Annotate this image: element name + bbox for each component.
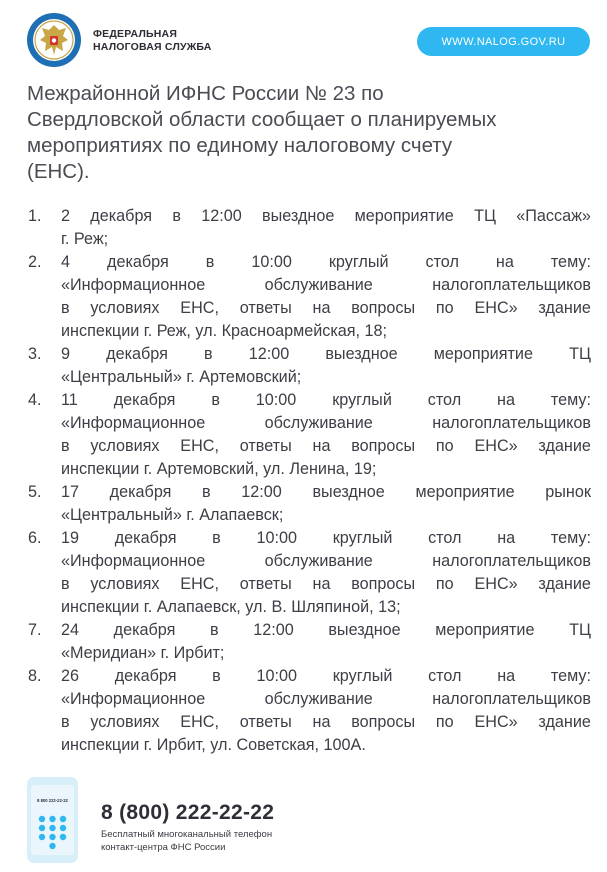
item-word: по [435, 437, 454, 455]
item-line [61, 274, 591, 297]
phone-keypad-icon [27, 777, 78, 863]
title-line: Межрайонной ИФНС России № 23 по [27, 82, 384, 105]
item-line [61, 297, 591, 320]
item-word: вопросы [351, 713, 416, 731]
item-line [61, 205, 591, 228]
item-word: круглый [332, 391, 392, 409]
item-word: ответы [239, 299, 292, 317]
item-line [61, 550, 591, 573]
item-word: мероприятие [433, 345, 533, 363]
item-word: ЕНС» [474, 299, 518, 317]
item-word: выездное [325, 345, 398, 363]
item-word: 2 [61, 207, 71, 225]
item-word: 12:00 [241, 483, 282, 501]
org-name-line2: НАЛОГОВАЯ СЛУЖБА [93, 41, 212, 53]
item-word: 10:00 [256, 529, 297, 547]
item-word: по [435, 575, 454, 593]
item-number: 3. [28, 345, 42, 363]
item-line: инспекции г. Ирбит, ул. Советская, 100А. [61, 736, 366, 754]
item-word: обслуживание [264, 276, 373, 294]
item-word: декабря [113, 391, 176, 409]
item-word: ЕНС, [180, 713, 219, 731]
item-word: «Информационное [61, 690, 206, 708]
item-word: на [312, 713, 331, 731]
event-item [28, 619, 591, 665]
item-line [61, 251, 591, 274]
item-word: в [211, 391, 220, 409]
item-word: здание [538, 575, 591, 593]
item-word: 10:00 [256, 667, 297, 685]
item-line: инспекции г. Артемовский, ул. Ленина, 19; [61, 460, 377, 478]
item-word: круглый [332, 529, 393, 547]
item-word: в [61, 713, 70, 731]
item-line [61, 481, 591, 504]
org-name-line1: ФЕДЕРАЛЬНАЯ [93, 28, 178, 40]
item-word: условиях [90, 299, 160, 317]
item-word: стол [428, 667, 462, 685]
item-word: 10:00 [255, 391, 297, 409]
title-line: (ЕНС). [27, 160, 90, 183]
title-line: Свердловской области сообщает о планируемых [27, 108, 497, 131]
event-item [28, 205, 591, 251]
item-word: ответы [239, 713, 292, 731]
item-word: мероприятие [354, 207, 454, 225]
item-line [61, 711, 591, 734]
item-word: ЕНС» [474, 437, 518, 455]
item-word: вопросы [351, 299, 416, 317]
item-line: г. Реж; [61, 230, 109, 248]
item-word: стол [425, 253, 459, 271]
item-word: в [61, 575, 70, 593]
item-line [61, 527, 591, 550]
item-line [61, 435, 591, 458]
item-word: на [497, 667, 516, 685]
hotline-caption [101, 829, 272, 854]
item-word: 12:00 [253, 621, 294, 639]
item-word: на [497, 391, 515, 409]
item-word: в [203, 345, 213, 363]
item-word: вопросы [351, 437, 416, 455]
item-word: ТЦ [569, 345, 591, 363]
item-word: выездное [262, 207, 335, 225]
item-word: на [497, 529, 516, 547]
website-link[interactable]: WWW.NALOG.GOV.RU [417, 27, 590, 56]
announcement-title [27, 81, 587, 185]
item-word: налогоплательщиков [432, 552, 591, 570]
org-name [93, 28, 212, 54]
item-word: здание [538, 713, 591, 731]
item-word: 17 [61, 483, 80, 501]
item-word: декабря [106, 345, 168, 363]
item-word: «Информационное [61, 276, 206, 294]
event-item [28, 665, 591, 757]
item-word: декабря [90, 207, 153, 225]
item-number: 8. [28, 667, 42, 685]
item-word: 12:00 [248, 345, 290, 363]
item-word: обслуживание [264, 690, 373, 708]
item-word: по [435, 299, 454, 317]
item-line [61, 389, 591, 412]
item-word: ТЦ [474, 207, 496, 225]
item-word: условиях [90, 713, 160, 731]
item-word: 24 [61, 621, 80, 639]
item-word: налогоплательщиков [432, 276, 591, 294]
item-word: 26 [61, 667, 80, 685]
item-word: ответы [239, 575, 292, 593]
item-word: выездное [328, 621, 401, 639]
item-word: в [212, 667, 221, 685]
header [0, 0, 607, 80]
item-word: ЕНС, [180, 299, 219, 317]
item-number: 5. [28, 483, 42, 501]
item-word: ЕНС, [180, 437, 219, 455]
event-item [28, 527, 591, 619]
item-word: круглый [328, 253, 389, 271]
item-word: здание [538, 437, 591, 455]
item-word: в [205, 253, 215, 271]
item-word: в [61, 437, 70, 455]
item-word: стол [428, 529, 462, 547]
event-item [28, 389, 591, 481]
item-word: на [312, 437, 331, 455]
item-line: «Центральный» г. Алапаевск; [61, 506, 284, 524]
item-word: 19 [61, 529, 80, 547]
item-word: тему: [550, 529, 591, 547]
item-word: 10:00 [251, 253, 292, 271]
item-word: в [212, 529, 221, 547]
item-word: в [209, 621, 219, 639]
event-item [28, 251, 591, 343]
item-word: на [312, 299, 331, 317]
item-word: выездное [312, 483, 385, 501]
item-number: 4. [28, 391, 42, 409]
item-word: тему: [550, 667, 591, 685]
item-line: «Центральный» г. Артемовский; [61, 368, 302, 386]
hotline-number: 8 (800) 222-22-22 [101, 801, 275, 824]
item-line: «Меридиан» г. Ирбит; [61, 644, 225, 662]
item-word: тему: [550, 391, 591, 409]
item-line [61, 619, 591, 642]
item-word: «Пассаж» [516, 207, 591, 225]
item-word: ЕНС» [474, 575, 518, 593]
item-word: 12:00 [201, 207, 242, 225]
item-word: «Информационное [61, 414, 206, 432]
caption-line: контакт-центра ФНС России [101, 841, 226, 853]
item-word: декабря [114, 529, 177, 547]
item-word: «Информационное [61, 552, 206, 570]
item-word: декабря [113, 621, 176, 639]
item-word: по [435, 713, 454, 731]
event-item [28, 481, 591, 527]
item-word: условиях [90, 437, 160, 455]
item-line: инспекции г. Алапаевск, ул. В. Шляпиной, 13; [61, 598, 401, 616]
item-word: мероприятие [435, 621, 535, 639]
event-item [28, 343, 591, 389]
item-word: декабря [109, 483, 172, 501]
item-word: налогоплательщиков [432, 414, 591, 432]
item-word: на [312, 575, 331, 593]
item-word: декабря [107, 253, 169, 271]
item-word: декабря [114, 667, 177, 685]
item-word: рынок [545, 483, 591, 501]
item-line [61, 665, 591, 688]
item-word: обслуживание [264, 552, 373, 570]
item-word: ЕНС» [474, 713, 518, 731]
item-word: круглый [332, 667, 393, 685]
item-word: налогоплательщиков [432, 690, 591, 708]
item-word: 11 [61, 391, 78, 409]
item-word: вопросы [351, 575, 416, 593]
item-number: 7. [28, 621, 42, 639]
item-word: условиях [90, 575, 160, 593]
item-number: 2. [28, 253, 42, 271]
item-line [61, 688, 591, 711]
item-line: инспекции г. Реж, ул. Красноармейская, 18; [61, 322, 388, 340]
item-word: 9 [61, 345, 71, 363]
item-word: в [61, 299, 70, 317]
item-line [61, 343, 591, 366]
item-word: тему: [550, 253, 591, 271]
fns-emblem-icon [26, 12, 82, 68]
title-line: мероприятиях по единому налоговому счету [27, 134, 453, 157]
item-word: мероприятие [415, 483, 515, 501]
item-word: ТЦ [569, 621, 591, 639]
item-word: обслуживание [264, 414, 373, 432]
item-word: ответы [239, 437, 292, 455]
phone-screen-number: 8 800 222-22-22 [37, 798, 68, 803]
item-line [61, 412, 591, 435]
item-word: в [202, 483, 211, 501]
item-word: в [172, 207, 181, 225]
item-word: стол [427, 391, 462, 409]
item-line [61, 573, 591, 596]
item-word: здание [538, 299, 591, 317]
item-word: на [495, 253, 514, 271]
item-word: 4 [61, 253, 71, 271]
item-number: 6. [28, 529, 42, 547]
item-word: ЕНС, [180, 575, 219, 593]
caption-line: Бесплатный многоканальный телефон [101, 829, 273, 840]
event-list [28, 205, 591, 757]
item-number: 1. [28, 207, 42, 225]
